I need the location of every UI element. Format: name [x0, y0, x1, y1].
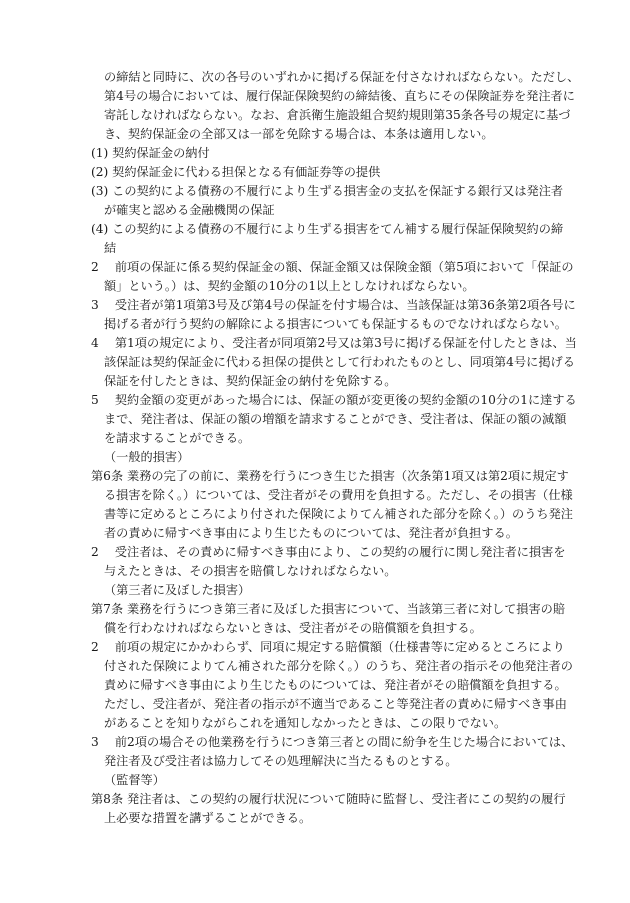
- text-line: 掲げる者が行う契約の解除による損害についても保証するものでなければならない。: [104, 317, 567, 331]
- text-line: （一般的損害）: [104, 450, 190, 464]
- text-line: があることを知りながらこれを通知しなかったときは、この限りでない。: [104, 716, 507, 730]
- text-line: 2 前項の規定にかかわらず、同項に規定する賠償額（仕様書等に定めるところにより: [91, 640, 565, 654]
- text-line: 償を行わなければならないときは、受注者がその賠償額を負担する。: [104, 621, 482, 635]
- text-line: 与えたときは、その損害を賠償しなければならない。: [104, 564, 397, 578]
- text-line: (1) 契約保証金の納付: [91, 146, 210, 160]
- text-line: ただし、受注者が、発注者の指示が不適当であること等発注者の責めに帰すべき事由: [104, 697, 567, 711]
- document-body: [0, 68, 630, 828]
- text-line: 4 第1項の規定により、受注者が同項第2号又は第3号に掲げる保証を付したときは、当: [91, 336, 577, 350]
- text-line: 該保証は契約保証金に代わる担保の提供として行われたものとし、同項第4号に掲げる: [104, 355, 575, 369]
- text-line: 書等に定めるところにより付された保険によりてん補された部分を除く。）のうち発注: [104, 507, 573, 521]
- text-line: (4) この契約による債務の不履行により生ずる損害をてん補する履行保証保険契約の締: [91, 222, 564, 236]
- text-line: 第8条 発注者は、この契約の履行状況について随時に監督し、受注者にこの契約の履行: [91, 792, 566, 806]
- text-line: 責めに帰すべき事由により生じたものについては、発注者がその賠償額を負担する。: [104, 678, 567, 692]
- text-line: （第三者に及ぼした損害）: [104, 583, 251, 597]
- text-line: （監督等）: [104, 773, 165, 787]
- text-line: 発注者及び受注者は協力してその処理解決に当たるものとする。: [104, 754, 458, 768]
- text-line: 額」という。）は、契約金額の10分の1以上としなければならない。: [104, 279, 475, 293]
- text-line: (3) この契約による債務の不履行により生ずる損害金の支払を保証する銀行又は発注者: [91, 184, 564, 198]
- text-line: 2 前項の保証に係る契約保証金の額、保証金額又は保険金額（第5項において「保証の: [91, 260, 574, 274]
- text-line: 結: [104, 241, 117, 255]
- text-line: 第4号の場合においては、履行保証保険契約の締結後、直ちにその保険証券を発注者に: [104, 89, 575, 103]
- text-line: が確実と認める金融機関の保証: [104, 203, 275, 217]
- text-line: 保証を付したときは、契約保証金の納付を免除する。: [104, 374, 397, 388]
- text-line: (2) 契約保証金に代わる担保となる有価証券等の提供: [91, 165, 381, 179]
- text-line: を請求することができる。: [104, 431, 251, 445]
- text-line: き、契約保証金の全部又は一部を免除する場合は、本条は適用しない。: [104, 127, 494, 141]
- text-line: 寄託しなければならない。なお、倉浜衛生施設組合契約規則第35条各号の規定に基づ: [104, 108, 571, 122]
- text-line: 第7条 業務を行うにつき第三者に及ぼした損害について、当該第三者に対して損害の賠: [91, 602, 566, 616]
- text-line: 5 契約金額の変更があった場合には、保証の額が変更後の契約金額の10分の1に達する: [91, 393, 577, 407]
- text-line: まで、発注者は、保証の額の増額を請求することができ、受注者は、保証の額の減額: [104, 412, 567, 426]
- text-line: る損害を除く。）については、受注者がその費用を負担する。ただし、その損害（仕様: [104, 488, 573, 502]
- text-line: 付された保険によりてん補された部分を除く。）のうち、発注者の指示その他発注者の: [104, 659, 573, 673]
- text-line: 3 前2項の場合その他業務を行うにつき第三者との間に紛争を生じた場合においては、: [91, 735, 574, 749]
- text-line: の締結と同時に、次の各号のいずれかに掲げる保証を付さなければならない。ただし、: [104, 70, 580, 84]
- text-line: 第6条 業務の完了の前に、業務を行うにつき生じた損害（次条第1項又は第2項に規定す: [91, 469, 569, 483]
- text-line: 者の責めに帰すべき事由により生じたものについては、発注者が負担する。: [104, 526, 518, 540]
- text-line: 2 受注者は、その責めに帰すべき事由により、この契約の履行に関し発注者に損害を: [91, 545, 566, 559]
- text-line: 3 受注者が第1項第3号及び第4号の保証を付す場合は、当該保証は第36条第2項各号に: [91, 298, 576, 312]
- text-line: 上必要な措置を講ずることができる。: [104, 811, 312, 825]
